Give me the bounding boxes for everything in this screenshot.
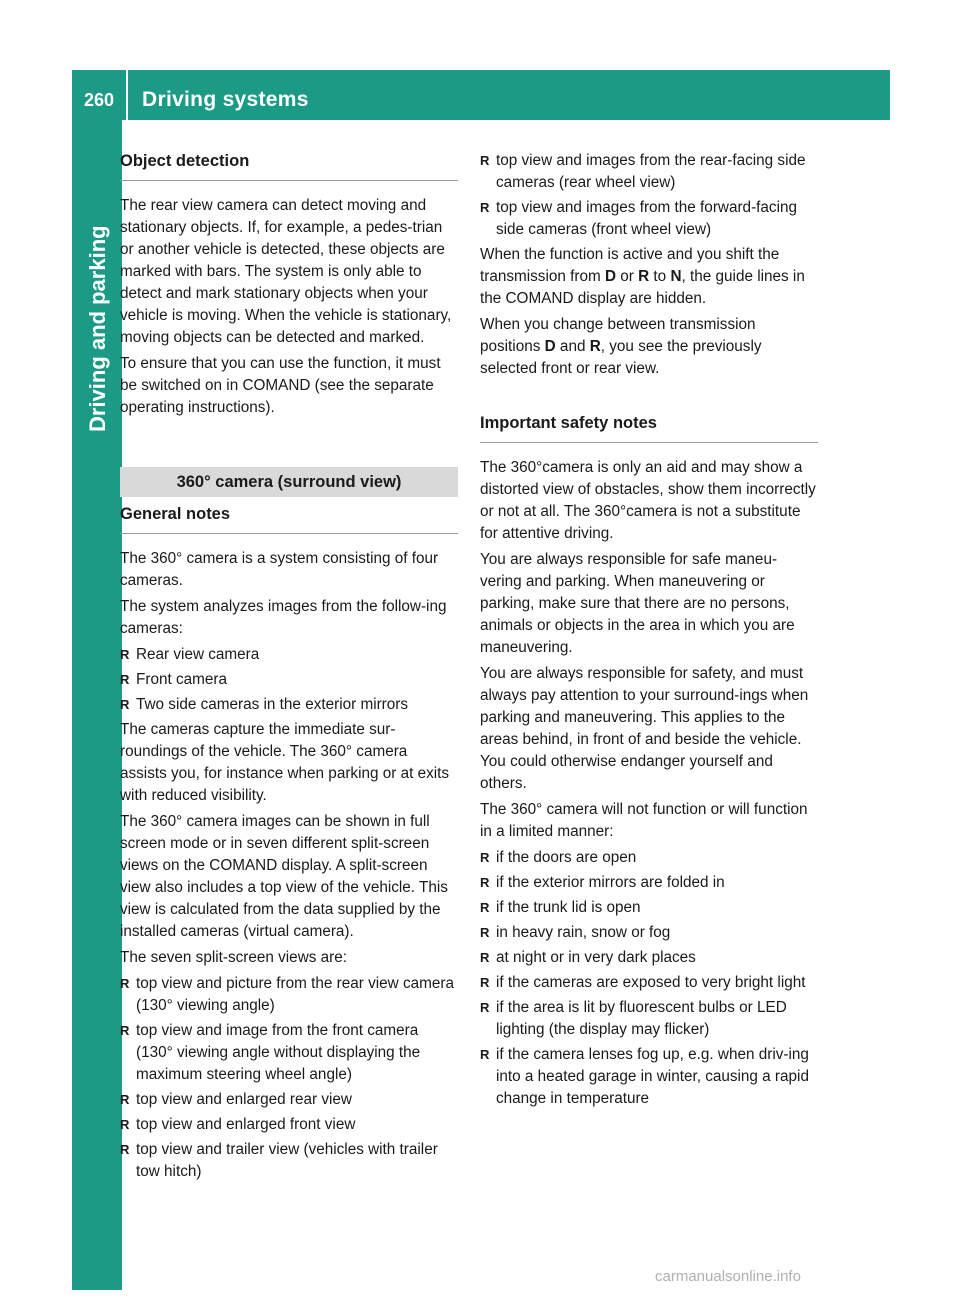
list-item: R Rear view camera <box>120 644 458 666</box>
safety-notes-heading: Important safety notes <box>480 412 818 443</box>
list-item: R Front camera <box>120 669 458 691</box>
list-item: R Two side cameras in the exterior mirrors <box>120 694 458 716</box>
general-notes-paragraph-2: The system analyzes images from the follow-ing cameras: <box>120 598 447 637</box>
section-title-360-camera: 360° camera (surround view) <box>120 467 458 497</box>
list-item: R top view and image from the front camera (130° viewing angle without displaying the maximum steering wheel angle) <box>120 1020 458 1086</box>
list-item: R if the doors are open <box>480 847 818 869</box>
safety-paragraph-1: The 360°camera is only an aid and may show a distorted view of obstacles, show them incorrectly or not at all. The 360°camera is not a substitute for attentive driving. <box>480 459 816 542</box>
list-item: R in heavy rain, snow or fog <box>480 922 818 944</box>
list-item: R top view and trailer view (vehicles with trailer tow hitch) <box>120 1139 458 1183</box>
general-notes-paragraph-1: The 360° camera is a system consisting of four cameras. <box>120 550 439 589</box>
page-title: Driving systems <box>142 88 309 111</box>
list-item: R top view and enlarged front view <box>120 1114 458 1136</box>
list-item: R if the exterior mirrors are folded in <box>480 872 818 894</box>
page-number-box <box>72 70 126 120</box>
general-notes-paragraph-4: The 360° camera images can be shown in full screen mode or in seven different split-screen views on the COMAND display. A split-screen view also includes a top view of the vehicle. This view is calculated from the data supplied by the installed cameras (virtual camera). <box>120 813 448 940</box>
list-item: R top view and picture from the rear view camera (130° viewing angle) <box>120 973 458 1017</box>
camera-list <box>120 644 458 716</box>
object-detection-paragraph-1: The rear view camera can detect moving and stationary objects. If, for example, a pedes-trian or another vehicle is detected, these objects are marked with bars. The system is only able to detect and mark stationary objects when your vehicle is moving. When the vehicle is stationary, moving objects can be detected and marked. <box>120 197 452 346</box>
safety-paragraph-3: You are always responsible for safety, and must always pay attention to your surround-ings when parking and maneuvering. This applies to the areas behind, in front of and beside the vehicle. You could otherwise endanger yourself and others. <box>480 665 809 792</box>
list-item: R if the area is lit by fluorescent bulbs or LED lighting (the display may flicker) <box>480 997 818 1041</box>
general-notes-paragraph-5: The seven split-screen views are: <box>120 949 347 966</box>
split-screen-views-list-continued <box>480 150 818 241</box>
watermark: carmanualsonline.info <box>655 1268 801 1285</box>
safety-paragraph-4: The 360° camera will not function or will function in a limited manner: <box>480 801 808 840</box>
list-item: R top view and images from the rear-facing side cameras (rear wheel view) <box>480 150 818 194</box>
list-item: R if the cameras are exposed to very bright light <box>480 972 818 994</box>
side-tab-label: Driving and parking <box>85 225 110 432</box>
split-screen-views-list <box>120 973 458 1183</box>
shift-paragraph: When the function is active and you shift the transmission from D or R to N, the guide lines in the COMAND display are hidden. <box>480 246 805 307</box>
list-item: R if the trunk lid is open <box>480 897 818 919</box>
object-detection-paragraph-2: To ensure that you can use the function, it must be switched on in COMAND (see the separate operating instructions). <box>120 355 441 416</box>
general-notes-heading: General notes <box>120 503 458 534</box>
general-notes-paragraph-3: The cameras capture the immediate sur-roundings of the vehicle. The 360° camera assists you, for instance when parking or at exits with reduced visibility. <box>120 721 450 804</box>
list-item: R if the camera lenses fog up, e.g. when driv-ing into a heated garage in winter, causing a rapid change in temperature <box>480 1044 818 1110</box>
page-number: 260 <box>84 90 115 110</box>
left-column <box>120 150 458 1186</box>
list-item: R at night or in very dark places <box>480 947 818 969</box>
list-item: R top view and images from the forward-facing side cameras (front wheel view) <box>480 197 818 241</box>
header-divider <box>126 70 128 120</box>
header-bar <box>72 70 890 120</box>
conditions-list <box>480 847 818 1110</box>
change-paragraph: When you change between transmission positions D and R, you see the previously selected front or rear view. <box>480 316 762 377</box>
list-item: R top view and enlarged rear view <box>120 1089 458 1111</box>
safety-paragraph-2: You are always responsible for safe maneu-vering and parking. When maneuvering or parking, make sure that there are no persons, animals or objects in the area in which you are maneuvering. <box>480 551 795 656</box>
right-column <box>480 150 818 1113</box>
object-detection-heading: Object detection <box>120 150 458 181</box>
